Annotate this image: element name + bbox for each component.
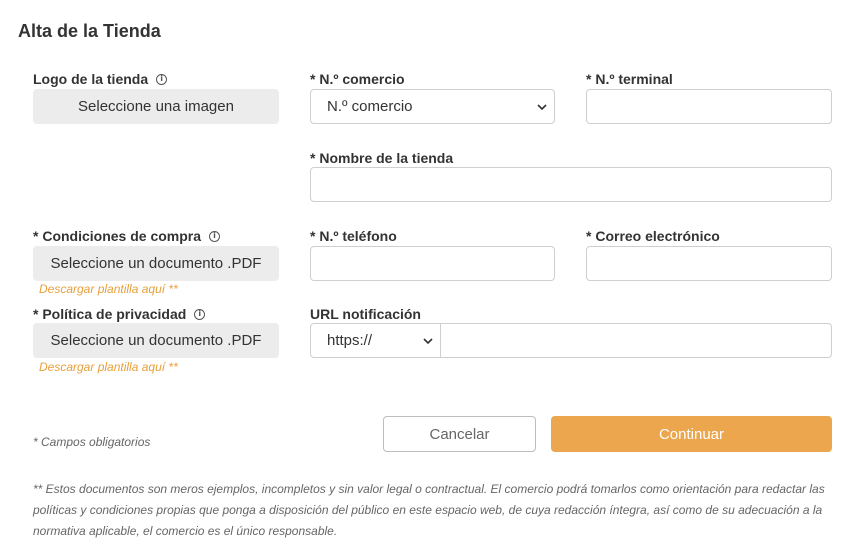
info-icon[interactable]: i (194, 309, 205, 320)
notification-url-input[interactable] (440, 323, 832, 358)
select-purchase-terms-button[interactable]: Seleccione un documento .PDF (33, 246, 279, 281)
store-name-input[interactable] (310, 167, 832, 202)
protocol-select-value: https:// (327, 332, 373, 349)
protocol-select[interactable] (310, 323, 441, 358)
privacy-policy-template-link[interactable]: Descargar plantilla aquí ** (39, 360, 178, 374)
select-logo-button[interactable]: Seleccione una imagen (33, 89, 279, 124)
purchase-terms-template-link[interactable]: Descargar plantilla aquí ** (39, 282, 178, 296)
phone-input[interactable] (310, 246, 555, 281)
chevron-down-icon (422, 335, 434, 347)
page-title: Alta de la Tienda (18, 21, 161, 41)
email-input[interactable] (586, 246, 832, 281)
cancel-button[interactable]: Cancelar (383, 416, 536, 452)
required-fields-note: * Campos obligatorios (33, 435, 151, 449)
continue-button[interactable]: Continuar (551, 416, 832, 452)
purchase-terms-label-text: * Condiciones de compra (33, 228, 202, 244)
phone-label: * N.º teléfono (310, 228, 397, 244)
store-name-label: * Nombre de la tienda (310, 150, 454, 166)
logo-field-label (33, 71, 167, 87)
terminal-label: * N.º terminal (586, 71, 673, 87)
privacy-policy-label-text: * Política de privacidad (33, 306, 187, 322)
disclaimer-text: ** Estos documentos son meros ejemplos, incompletos y sin valor legal o contractual. El comercio podrá tomarlos como orientación para redactar las políticas y condiciones propias que ponga a disposición del público en este espacio web, de cuya redacción íntegra, así como de su adecuación a la normativa aplicable, el comercio es el único responsable. (33, 482, 825, 538)
merchant-label: * N.º comercio (310, 71, 405, 87)
terminal-input[interactable] (586, 89, 832, 124)
chevron-down-icon (536, 101, 548, 113)
merchant-select-value: N.º comercio (327, 98, 413, 115)
logo-label-text: Logo de la tienda (33, 71, 149, 87)
info-icon[interactable]: i (209, 231, 220, 242)
notification-url-label: URL notificación (310, 306, 421, 322)
purchase-terms-field-label (33, 228, 220, 244)
email-label: * Correo electrónico (586, 228, 720, 244)
info-icon[interactable]: i (156, 74, 167, 85)
merchant-select[interactable] (310, 89, 555, 124)
select-privacy-policy-button[interactable]: Seleccione un documento .PDF (33, 323, 279, 358)
privacy-policy-field-label (33, 306, 205, 322)
